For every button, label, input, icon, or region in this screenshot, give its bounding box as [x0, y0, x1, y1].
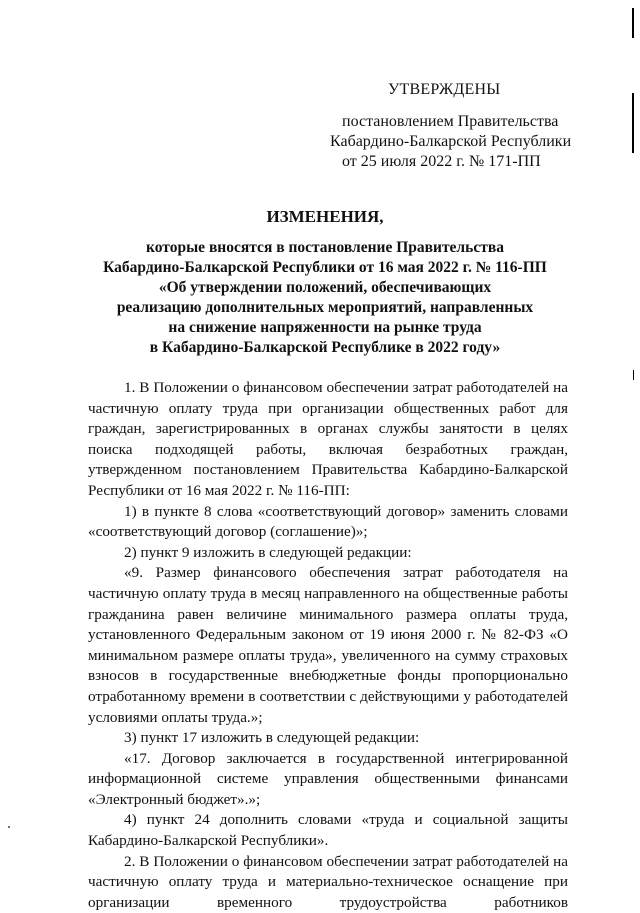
title-line: на снижение напряженности на рынке труда	[168, 319, 482, 336]
approval-line: Кабардино-Балкарской Республики	[330, 133, 572, 150]
document-body	[88, 378, 568, 913]
approval-line: постановлением Правительства	[342, 113, 559, 130]
scan-dot	[8, 826, 10, 828]
paragraph: «17. Договор заключается в государственной интегрированной информационной системе управления общественными финансами «Электронный бюджет».»;	[88, 749, 568, 808]
title-line: «Об утверждении положений, обеспечивающих	[158, 279, 492, 296]
title-line: реализацию дополнительных мероприятий, направленных	[116, 299, 534, 316]
paragraph: 2. В Положении о финансовом обеспечении затрат работодателей на частичную оплату труда и материально-техническое оснащение при организации временного трудоустройства работников	[88, 852, 568, 911]
title-line: в Кабардино-Балкарской Республике в 2022 году»	[149, 339, 501, 356]
scan-edge-mark	[632, 93, 634, 153]
title-main: ИЗМЕНЕНИЯ,	[266, 207, 384, 226]
paragraph: 2) пункт 9 изложить в следующей редакции:	[124, 543, 412, 561]
approval-stamp-block	[330, 80, 590, 172]
paragraph: 1. В Положении о финансовом обеспечении затрат работодателей на частичную оплату труда при организации общественных работ для граждан, зарегистрированных в органах службы занятости в целях поиска подходящей работы, включая безработных граждан, утвержденном постановлением Правительства Кабардино-Балкарской Республики от 16 мая 2022 г. № 116-ПП:	[88, 379, 568, 499]
paragraph: «9. Размер финансового обеспечения затрат работодателя на частичную оплату труда в месяц направленного на общественные работы гражданина равен величине минимального размера оплаты труда, установленного Федеральным законом от 19 июня 2000 г. № 82-ФЗ «О минимальном размере оплаты труда», увеличенного на сумму страховых взносов в государственные внебюджетные фонды пропорционально отработанному времени в соответствии с действующими у работодателей условиями оплаты труда.»;	[88, 564, 568, 726]
approval-heading: УТВЕРЖДЕНЫ	[388, 81, 501, 98]
paragraph: 4) пункт 24 дополнить словами «труда и социальной защиты Кабардино-Балкарской Республики».	[88, 811, 568, 850]
scan-edge-mark	[633, 370, 634, 380]
scan-edge-mark	[632, 8, 634, 38]
title-line: которые вносятся в постановление Правительства	[146, 239, 504, 256]
title-line: Кабардино-Балкарской Республики от 16 мая 2022 г. № 116-ПП	[103, 259, 547, 276]
document-title	[80, 206, 570, 358]
paragraph: 3) пункт 17 изложить в следующей редакции:	[124, 729, 420, 747]
paragraph: 1) в пункте 8 слова «соответствующий договор» заменить словами «соответствующий договор (соглашение)»;	[88, 502, 568, 541]
approval-line: от 25 июля 2022 г. № 171-ПП	[342, 153, 541, 170]
